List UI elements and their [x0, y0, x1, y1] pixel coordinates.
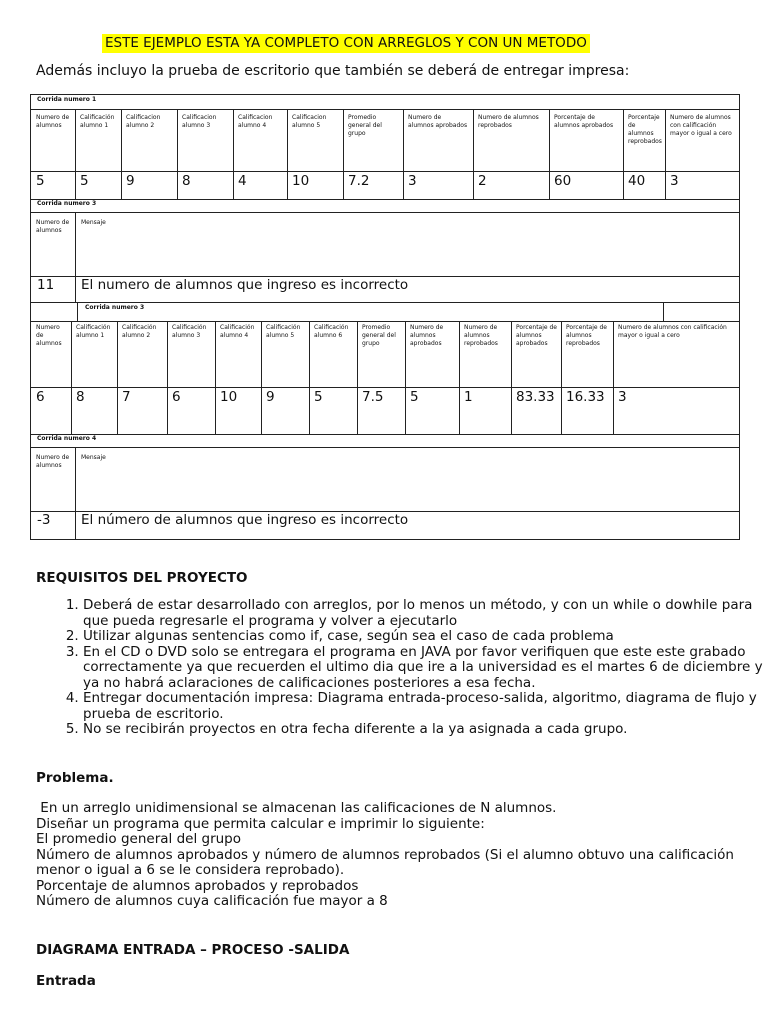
intro-text: Además incluyo la prueba de escritorio que también se deberá de entregar impresa:: [36, 63, 630, 79]
table-rule: [31, 212, 739, 213]
column-header: Numero de alumnos con calificación mayor o igual a cero: [618, 324, 727, 339]
column-header: Numero de alumnos aprobados: [410, 324, 444, 347]
table-rule: [177, 109, 178, 201]
message-text: El numero de alumnos que ingreso es incorrecto: [81, 277, 409, 293]
cell-value: 9: [266, 389, 275, 405]
column-header: Calificación alumno 2: [122, 324, 157, 339]
table-rule: [261, 321, 262, 436]
column-header: Calificación alumno 1: [80, 114, 115, 129]
column-header: Calificacion alumno 4: [238, 114, 273, 129]
table-rule: [215, 321, 216, 436]
problema-line: Diseñar un programa que permita calcular e imprimir lo siguiente:: [36, 815, 485, 832]
entrada-heading: Entrada: [36, 973, 96, 989]
column-header: Porcentaje de alumnos reprobados: [566, 324, 607, 347]
column-header: Promedio general del grupo: [362, 324, 396, 347]
column-header: Calificacion alumno 5: [292, 114, 327, 129]
table-rule: [473, 109, 474, 201]
table-rule: [309, 321, 310, 436]
document-title: ESTE EJEMPLO ESTA YA COMPLETO CON ARREGLOS Y CON UN METODO: [102, 34, 590, 53]
cell-value: -3: [37, 512, 51, 528]
table-rule: [343, 109, 344, 201]
table-rule: [623, 109, 624, 201]
cell-value: 5: [410, 389, 419, 405]
column-header: Calificación alumno 3: [172, 324, 207, 339]
column-header: Numero de alumnos aprobados: [408, 114, 468, 129]
problema-line: En un arreglo unidimensional se almacenan las calificaciones de N alumnos.: [36, 800, 557, 816]
table-rule: [167, 321, 168, 436]
column-header: Mensaje: [81, 219, 106, 226]
table-rule: [75, 447, 76, 539]
table-rule: [31, 109, 739, 110]
cell-value: 60: [554, 173, 572, 189]
cell-value: 8: [182, 173, 191, 189]
table-rule: [665, 109, 666, 201]
requisitos-list: [36, 598, 768, 738]
table-rule: [121, 109, 122, 201]
cell-value: 40: [628, 173, 646, 189]
table-rule: [31, 387, 739, 388]
problema-line: El promedio general del grupo: [36, 831, 242, 847]
table-caption: Corrida numero 3: [85, 304, 145, 311]
cell-value: 3: [618, 389, 627, 405]
column-header: Calificacion alumno 3: [182, 114, 217, 129]
cell-value: 10: [292, 173, 310, 189]
cell-value: 5: [314, 389, 323, 405]
table-rule: [31, 447, 739, 448]
table-rule: [31, 171, 739, 172]
run2-table: [30, 199, 740, 305]
column-header: Numero de alumnos: [36, 454, 70, 469]
column-header: Numero de alumnos: [36, 114, 70, 129]
table-rule: [75, 212, 76, 304]
diagrama-heading: DIAGRAMA ENTRADA – PROCESO -SALIDA: [36, 942, 350, 958]
cell-value: 6: [172, 389, 181, 405]
cell-value: 8: [76, 389, 85, 405]
column-header: Numero de alumnos: [36, 324, 62, 347]
table-rule: [459, 321, 460, 436]
table-rule: [233, 109, 234, 201]
table-rule: [117, 321, 118, 436]
cell-value: 9: [126, 173, 135, 189]
column-header: Numero de alumnos: [36, 219, 70, 234]
cell-value: 2: [478, 173, 487, 189]
cell-value: 7.2: [348, 173, 370, 189]
column-header: Numero de alumnos reprobados: [478, 114, 539, 129]
table-rule: [77, 303, 78, 321]
table-rule: [511, 321, 512, 436]
cell-value: 10: [220, 389, 238, 405]
cell-value: 3: [670, 173, 679, 189]
column-header: Calificacion alumno 2: [126, 114, 161, 129]
table-rule: [403, 109, 404, 201]
run4-table: [30, 434, 740, 540]
cell-value: 11: [37, 277, 55, 293]
cell-value: 1: [464, 389, 473, 405]
column-header: Calificación alumno 5: [266, 324, 301, 339]
cell-value: 16.33: [566, 389, 605, 405]
table-rule: [71, 321, 72, 436]
table-rule: [613, 321, 614, 436]
run3-table: [30, 302, 740, 437]
column-header: Porcentaje de alumnos aprobados: [554, 114, 614, 129]
column-header: Porcentaje de alumnos aprobados: [516, 324, 557, 347]
column-header: Calificación alumno 1: [76, 324, 111, 339]
cell-value: 4: [238, 173, 247, 189]
requisitos-heading: REQUISITOS DEL PROYECTO: [36, 570, 248, 586]
requisito-item: 2. Utilizar algunas sentencias como if, case, según sea el caso de cada problema: [83, 629, 768, 645]
problema-line: Número de alumnos aprobados y número de alumnos reprobados (Si el alumno obtuvo una calificación menor o igual a 6 se le considera reprobado).: [36, 846, 734, 878]
cell-value: 83.33: [516, 389, 555, 405]
column-header: Mensaje: [81, 454, 106, 461]
table-rule: [549, 109, 550, 201]
run1-table: [30, 94, 740, 202]
table-rule: [31, 321, 739, 322]
table-rule: [75, 109, 76, 201]
table-caption: Corrida numero 4: [37, 435, 97, 442]
requisito-item: 4. Entregar documentación impresa: Diagrama entrada-proceso-salida, algoritmo, diagrama de flujo y prueba de escritorio.: [83, 691, 768, 722]
cell-value: 7.5: [362, 389, 384, 405]
cell-value: 6: [36, 389, 45, 405]
cell-value: 3: [408, 173, 417, 189]
table-rule: [663, 303, 664, 321]
table-caption: Corrida numero 1: [37, 96, 97, 103]
problema-text: [36, 801, 736, 910]
requisito-item: 3. En el CD o DVD solo se entregara el programa en JAVA por favor verifiquen que este este grabado correctamente ya que recuerden el ultimo dia que ire a la universidad es el martes 6 de diciembre y ya no habrá aclaraciones de calificaciones posteriores a esa fecha.: [83, 645, 768, 692]
problema-line: Porcentaje de alumnos aprobados y reprobados: [36, 877, 359, 894]
table-rule: [405, 321, 406, 436]
requisito-item: 5. No se recibirán proyectos en otra fecha diferente a la ya asignada a cada grupo.: [83, 722, 768, 738]
column-header: Calificación alumno 6: [314, 324, 349, 339]
message-text: El número de alumnos que ingreso es incorrecto: [81, 512, 409, 528]
column-header: Numero de alumnos reprobados: [464, 324, 498, 347]
table-rule: [357, 321, 358, 436]
table-caption: Corrida numero 3: [37, 200, 97, 207]
problema-line: Número de alumnos cuya calificación fue mayor a 8: [36, 893, 388, 909]
column-header: Numero de alumnos con calificación mayor o igual a cero: [670, 114, 732, 137]
column-header: Calificación alumno 4: [220, 324, 255, 339]
column-header: Promedio general del grupo: [348, 114, 382, 137]
cell-value: 5: [36, 173, 45, 189]
column-header: Porcentaje de alumnos reprobados: [628, 114, 662, 145]
cell-value: 5: [80, 173, 89, 189]
table-rule: [561, 321, 562, 436]
cell-value: 7: [122, 389, 131, 405]
table-rule: [287, 109, 288, 201]
problema-heading: Problema.: [36, 770, 114, 786]
requisito-item: 1. Deberá de estar desarrollado con arreglos, por lo menos un método, y con un while o dowhile para que pueda regresarle el programa y volver a ejecutarlo: [83, 598, 768, 629]
